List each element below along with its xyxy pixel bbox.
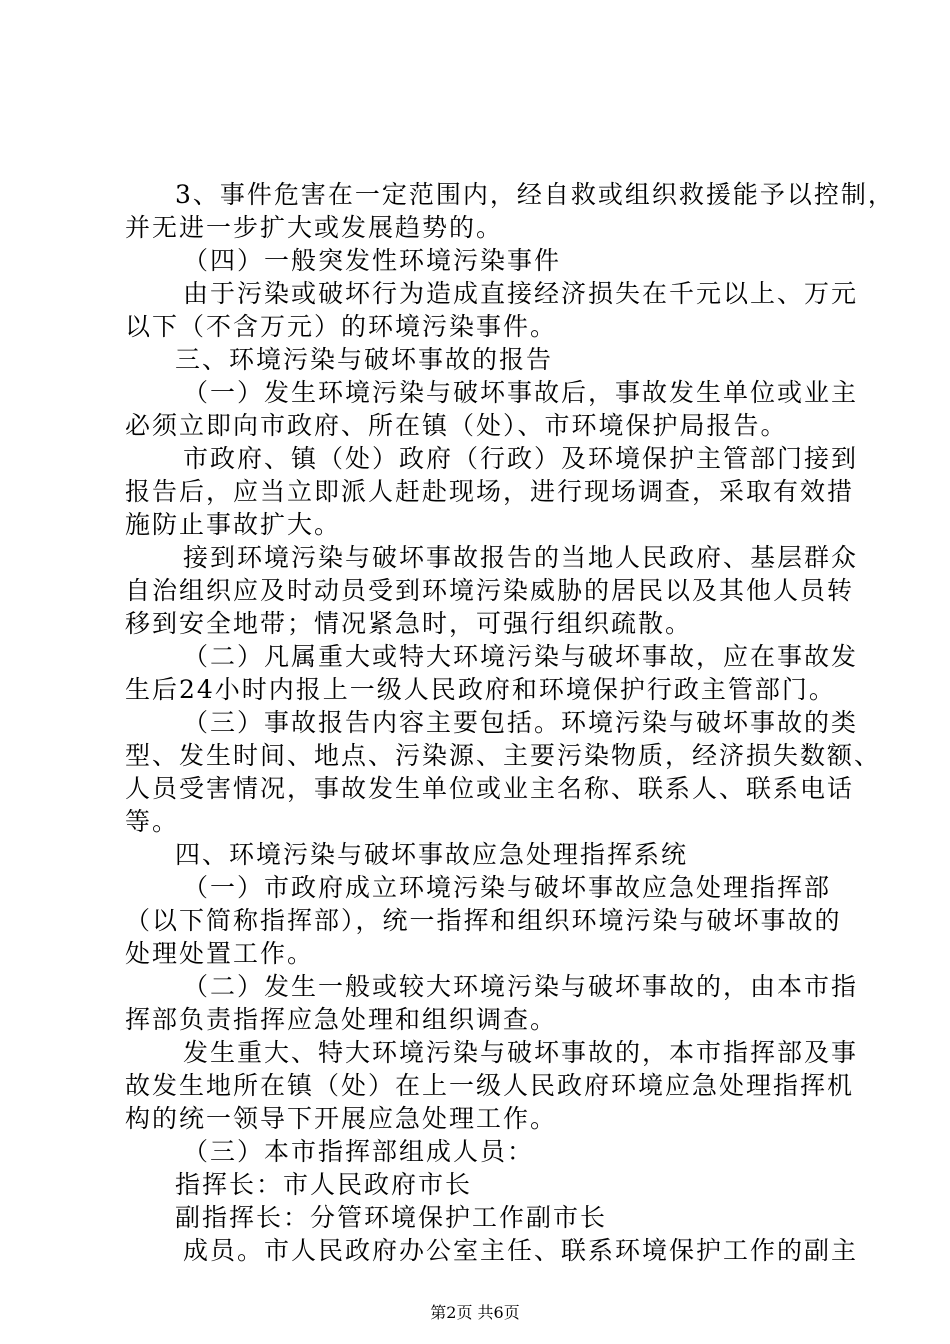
body-line: 指挥长：市人民政府市长 [175, 1170, 473, 1199]
body-line: 发生重大、特大环境污染与破坏事故的，本市指挥部及事 [183, 1038, 859, 1067]
body-line: 故发生地所在镇（处）在上一级人民政府环境应急处理指挥机 [125, 1071, 855, 1100]
section-heading: 三、环境污染与破坏事故的报告 [175, 345, 554, 374]
page-footer: 第2页 共6页 [430, 1303, 520, 1322]
body-line: 以下（不含万元）的环境污染事件。 [125, 312, 558, 341]
body-line: 等。 [125, 807, 180, 836]
body-line: 接到环境污染与破坏事故报告的当地人民政府、基层群众 [183, 543, 859, 572]
body-line: （以下简称指挥部），统一指挥和组织环境污染与破坏事故的 [125, 906, 842, 935]
body-line: 自治组织应及时动员受到环境污染威胁的居民以及其他人员转 [125, 576, 855, 605]
body-line: 并无进一步扩大或发展趋势的。 [125, 213, 504, 242]
body-line: 处理处置工作。 [125, 939, 315, 968]
body-line: （三）本市指挥部组成人员： [183, 1137, 535, 1166]
body-line: （二）凡属重大或特大环境污染与破坏事故，应在事故发 [183, 642, 859, 671]
body-line: 副指挥长：分管环境保护工作副市长 [175, 1203, 608, 1232]
body-line: （二）发生一般或较大环境污染与破坏事故的，由本市指 [183, 972, 859, 1001]
body-line: 成员。市人民政府办公室主任、联系环境保护工作的副主 [183, 1236, 859, 1265]
body-line: 市政府、镇（处）政府（行政）及环境保护主管部门接到 [183, 444, 859, 473]
body-line: （一）发生环境污染与破坏事故后，事故发生单位或业主 [183, 378, 859, 407]
body-line: 移到安全地带；情况紧急时，可强行组织疏散。 [125, 609, 693, 638]
body-line: 3、事件危害在一定范围内，经自救或组织救援能予以控制， [175, 180, 895, 209]
body-line: 施防止事故扩大。 [125, 510, 342, 539]
body-line: 构的统一领导下开展应急处理工作。 [125, 1104, 558, 1133]
body-line: 挥部负责指挥应急处理和组织调查。 [125, 1005, 558, 1034]
section-heading: （四）一般突发性环境污染事件 [183, 246, 562, 275]
body-line: 由于污染或破坏行为造成直接经济损失在千元以上、万元 [183, 279, 859, 308]
body-line: 型、发生时间、地点、污染源、主要污染物质，经济损失数额、 [125, 741, 882, 770]
body-line: 生后24小时内报上一级人民政府和环境保护行政主管部门。 [125, 675, 836, 704]
body-line: （三）事故报告内容主要包括。环境污染与破坏事故的类 [183, 708, 859, 737]
body-line: 人员受害情况，事故发生单位或业主名称、联系人、联系电话 [125, 774, 855, 803]
document-body [125, 178, 895, 1267]
body-line: 必须立即向市政府、所在镇（处）、市环境保护局报告。 [125, 411, 788, 440]
body-line: （一）市政府成立环境污染与破坏事故应急处理指挥部 [183, 873, 832, 902]
body-line: 报告后，应当立即派人赶赴现场，进行现场调查，采取有效措 [125, 477, 855, 506]
section-heading: 四、环境污染与破坏事故应急处理指挥系统 [175, 840, 689, 869]
